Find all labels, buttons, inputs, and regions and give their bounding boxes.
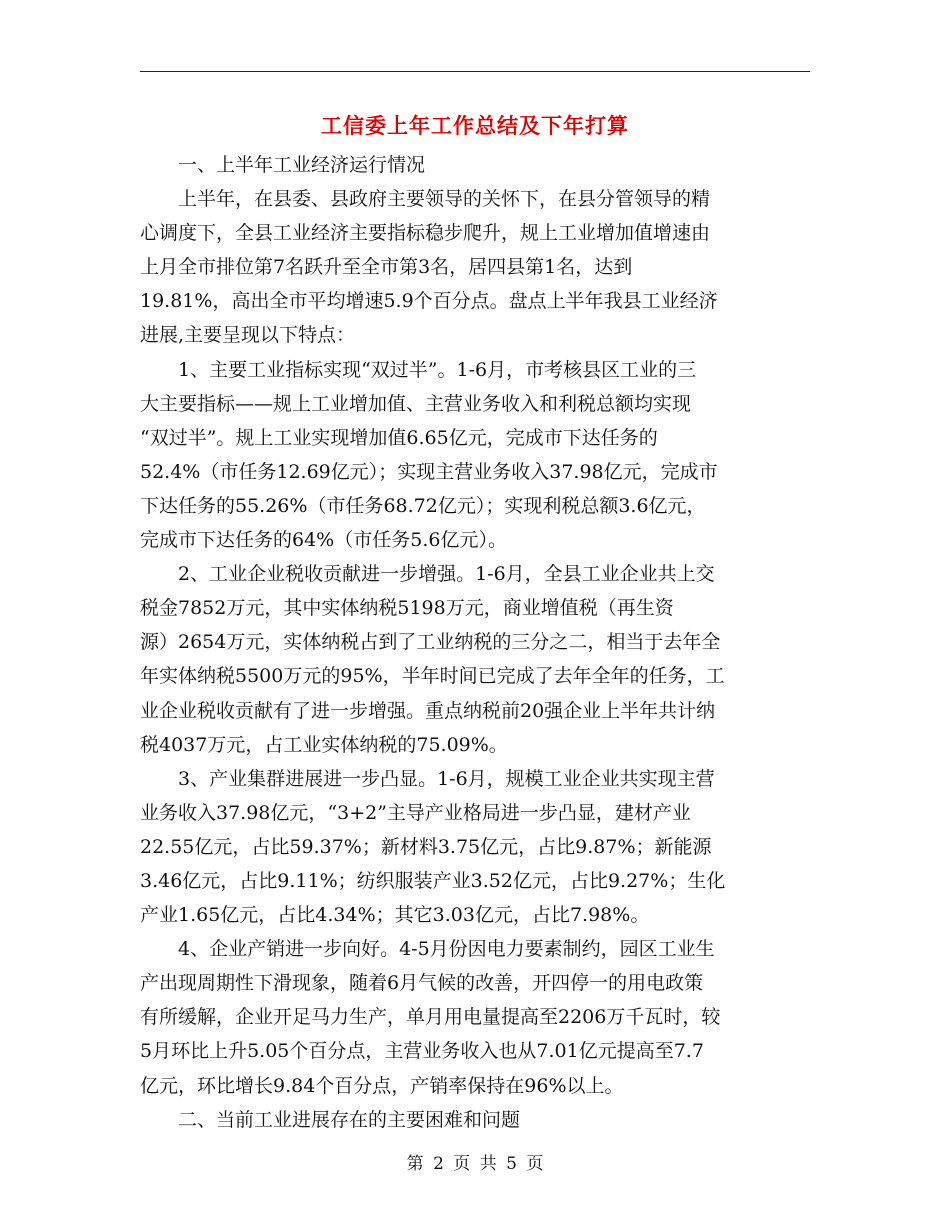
text-line: 业企业税收贡献有了进一步增强。重点纳税前20强企业上半年共计纳 [140,699,716,722]
text-line: 一、上半年工业经济运行情况 [140,154,426,176]
text-line: 源）2654万元，实体纳税占到了工业纳税的三分之二，相当于去年全 [140,631,721,654]
text-line: 进展,主要呈现以下特点： [140,324,356,347]
text-line: 4、企业产销进一步向好。4-5月份因电力要素制约，园区工业生 [140,938,715,961]
text-line: 上半年，在县委、县政府主要领导的关怀下，在县分管领导的精 [140,188,711,211]
text-line: 52.4%（市任务12.69亿元）；实现主营业务收入37.98亿元，完成市 [140,460,718,483]
text-line: 3、产业集群进展进一步凸显。1-6月，规模工业企业共实现主营 [140,767,715,790]
text-line: 心调度下，全县工业经济主要指标稳步爬升，规上工业增加值增速由 [140,222,711,245]
text-line: 5月环比上升5.05个百分点，主营业务收入也从7.01亿元提高至7.7 [140,1040,704,1063]
text-line: 2、工业企业税收贡献进一步增强。1-6月，全县工业企业共上交 [140,563,715,586]
text-line: 3.46亿元，占比9.11%；纺织服装产业3.52亿元，占比9.27%；生化 [140,869,726,892]
page-footer: 第 2 页 共 5 页 [406,1154,544,1174]
document-title: 工信委上年工作总结及下年打算 [321,113,629,138]
text-line: 上月全市排位第7名跃升至全市第3名，居四县第1名，达到 [140,256,633,279]
text-line: 亿元，环比增长9.84个百分点，产销率保持在96%以上。 [140,1074,624,1097]
text-line: 1、主要工业指标实现“双过半”。1-6月，市考核县区工业的三 [140,358,697,381]
text-line: 22.55亿元，占比59.37%；新材料3.75亿元，占比9.87%；新能源 [140,835,712,858]
text-line: 业务收入37.98亿元，“3+2”主导产业格局进一步凸显，建材产业 [140,801,691,824]
text-line: 有所缓解，企业开足马力生产，单月用电量提高至2206万千瓦时，较 [140,1006,721,1029]
text-line: 产出现周期性下滑现象，随着6月气候的改善，开四停一的用电政策 [140,972,704,995]
text-line: 税4037万元，占工业实体纳税的75.09%。 [140,733,508,756]
header-rule [140,71,810,72]
text-line: 下达任务的55.26%（市任务68.72亿元）；实现利税总额3.6亿元， [140,494,706,517]
text-line: 完成市下达任务的64%（市任务5.6亿元）。 [140,529,507,552]
text-line: 产业1.65亿元，占比4.34%；其它3.03亿元，占比7.98%。 [140,904,650,927]
text-line: 二、当前工业进展存在的主要困难和问题 [140,1108,521,1131]
text-line: “双过半”。规上工业实现增加值6.65亿元，完成市下达任务的 [140,426,658,449]
text-line: 19.81%，高出全市平均增速5.9个百分点。盘点上半年我县工业经济 [140,290,718,313]
text-line: 税金7852万元，其中实体纳税5198万元，商业增值税（再生资 [140,597,674,620]
text-line: 年实体纳税5500万元的95%，半年时间已完成了去年全年的任务，工 [140,665,725,688]
document-body [140,148,810,1137]
text-line: 大主要指标——规上工业增加值、主营业务收入和利税总额均实现 [140,392,692,415]
